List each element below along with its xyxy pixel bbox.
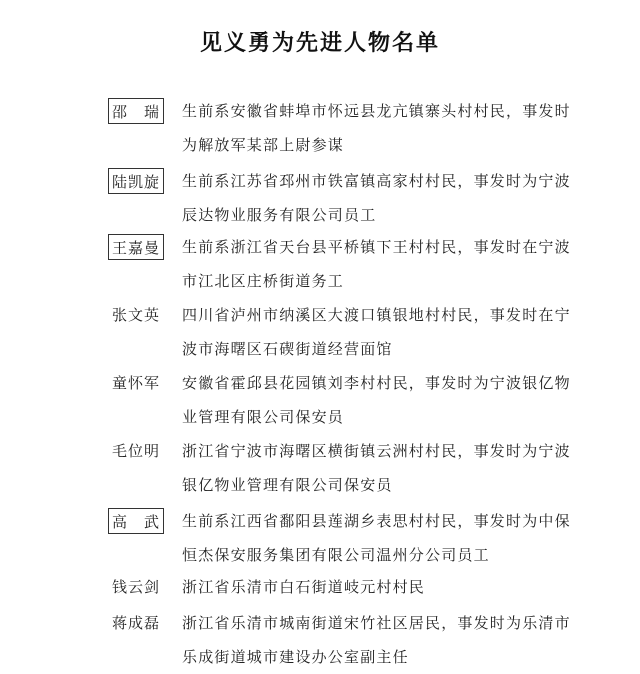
person-name: 钱云剑 [111, 578, 160, 596]
person-name: 毛位明 [111, 442, 160, 460]
person-description: 四川省泸州市纳溪区大渡口镇银地村村民，事发时在宁波市海曙区石碶街道经营面馆 [182, 306, 571, 358]
person-description: 生前系江苏省邳州市铁富镇高家村村民，事发时为宁波辰达物业服务有限公司员工 [182, 172, 571, 224]
person-description: 浙江省乐清市白石街道岐元村村民 [182, 578, 426, 596]
page-title: 见义勇为先进人物名单 [199, 31, 440, 56]
person-name: 童怀军 [111, 374, 160, 392]
person-description: 安徽省霍邱县花园镇刘李村村民，事发时为宁波银亿物业管理有限公司保安员 [182, 374, 571, 426]
person-name: 蒋成磊 [111, 614, 160, 632]
person-description: 生前系浙江省天台县平桥镇下王村村民，事发时在宁波市江北区庄桥街道务工 [182, 238, 571, 290]
person-name: 王嘉曼 [108, 234, 164, 260]
person-name: 张文英 [111, 306, 160, 324]
person-name: 高 武 [108, 508, 164, 534]
person-description: 浙江省乐清市城南街道宋竹社区居民，事发时为乐清市乐成街道城市建设办公室副主任 [182, 614, 571, 666]
person-description: 生前系安徽省蚌埠市怀远县龙亢镇寨头村村民，事发时为解放军某部上尉参谋 [182, 102, 571, 154]
person-name: 陆凯旋 [108, 168, 164, 194]
person-description: 浙江省宁波市海曙区横街镇云洲村村民，事发时为宁波银亿物业管理有限公司保安员 [182, 442, 571, 494]
person-description: 生前系江西省鄱阳县莲湖乡表思村村民，事发时为中保恒杰保安服务集团有限公司温州分公司员工 [182, 512, 571, 564]
person-name: 邵 瑞 [108, 98, 164, 124]
